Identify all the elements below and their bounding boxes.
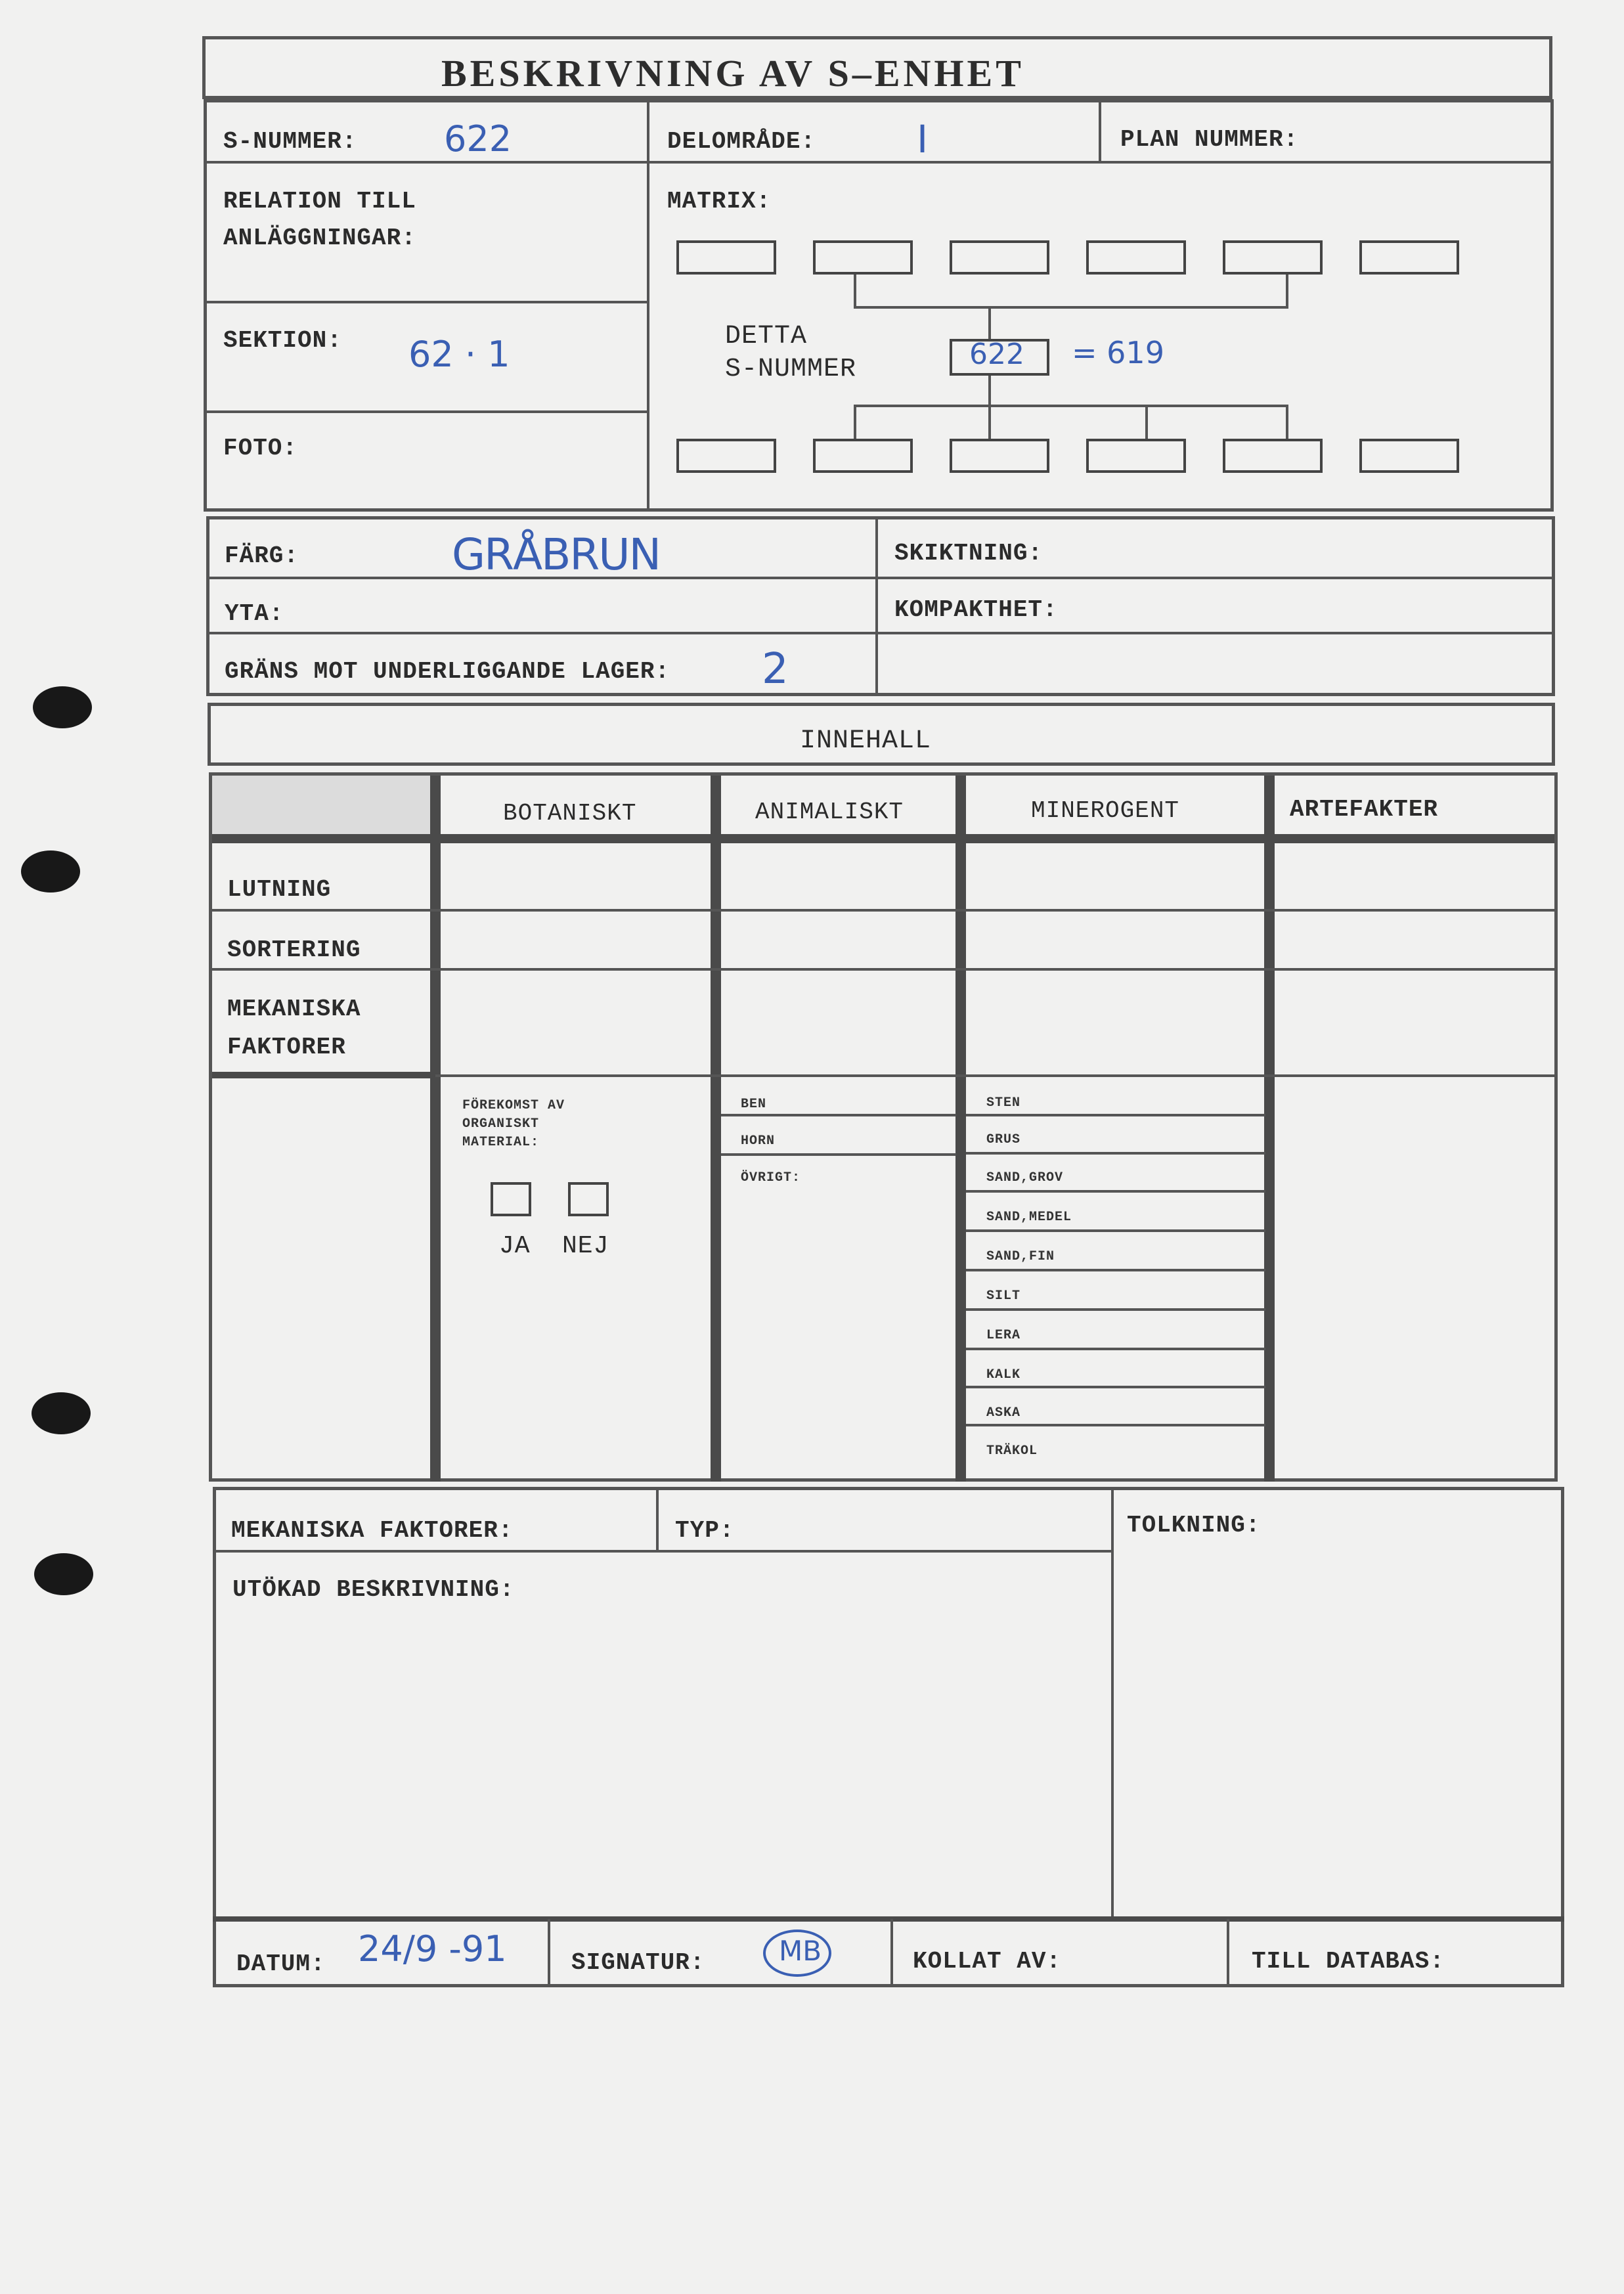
matrix-box[interactable] [1359,240,1459,275]
mekaniska-faktorer-label: MEKANISKA FAKTORER: [231,1517,514,1544]
skiktning-label: SKIKTNING: [894,540,1043,567]
col-minerogent: MINEROGENT [1031,797,1180,824]
typ-label: TYP: [675,1517,735,1544]
mineral-item: SAND,MEDEL [986,1210,1072,1225]
mineral-item: STEN [986,1095,1021,1111]
row-mekaniska: MEKANISKA [227,996,361,1023]
matrix-center-value[interactable]: 622 [969,338,1024,371]
matrix-box[interactable] [813,439,913,473]
datum-label: DATUM: [236,1951,326,1977]
forekomst-line1: FÖREKOMST AV [462,1098,565,1113]
kollat-label: KOLLAT AV: [913,1948,1062,1975]
mineral-item: TRÄKOL [986,1444,1038,1459]
relation-label-line2: ANLÄGGNINGAR: [223,225,416,252]
plan-nummer-label: PLAN NUMMER: [1120,126,1299,153]
signatur-label: SIGNATUR: [571,1949,705,1976]
matrix-box[interactable] [950,439,1049,473]
row-faktorer: FAKTORER [227,1034,346,1061]
databas-label: TILL DATABAS: [1252,1948,1445,1975]
detta-line2: S-NUMMER [725,355,857,384]
animal-item-ovrigt: ÖVRIGT: [741,1170,801,1185]
col-botaniskt: BOTANISKT [503,800,637,827]
mineral-item: LERA [986,1328,1021,1343]
farg-value[interactable]: GRÅBRUN [452,529,660,580]
utokad-label: UTÖKAD BESKRIVNING: [232,1576,515,1603]
kompakthet-label: KOMPAKTHET: [894,596,1058,623]
punch-hole [34,1553,93,1595]
matrix-box[interactable] [676,439,776,473]
grans-value[interactable]: 2 [762,645,789,694]
col-animaliskt: ANIMALISKT [755,799,904,826]
sektion-value[interactable]: 62 · 1 [408,334,510,375]
nej-label: NEJ [562,1232,609,1260]
punch-hole [33,686,92,728]
forekomst-line2: ORGANISKT [462,1116,540,1132]
datum-value[interactable]: 24/9 -91 [358,1928,507,1970]
form-title: BESKRIVNING AV S–ENHET [441,52,1024,95]
punch-hole [21,850,80,893]
nej-checkbox[interactable] [568,1182,609,1216]
matrix-box[interactable] [950,240,1049,275]
s-nummer-value[interactable]: 622 [444,118,512,160]
matrix-box[interactable] [1223,240,1323,275]
col-artefakter: ARTEFAKTER [1290,796,1439,823]
punch-hole [32,1392,91,1434]
delomrade-value[interactable]: I [917,117,929,162]
mineral-item: KALK [986,1367,1021,1382]
delomrade-label: DELOMRÅDE: [667,128,816,155]
ja-checkbox[interactable] [491,1182,531,1216]
content-title: INNEHALL [800,726,932,756]
yta-label: YTA: [225,600,284,627]
grans-label: GRÄNS MOT UNDERLIGGANDE LAGER: [225,658,670,685]
content-grid [209,772,1558,1482]
animal-item-horn: HORN [741,1134,776,1149]
mineral-item: SAND,FIN [986,1249,1055,1264]
row-sortering: SORTERING [227,937,361,963]
foto-label: FOTO: [223,435,298,462]
bottom-box [213,1487,1564,1987]
matrix-box[interactable] [676,240,776,275]
sektion-label: SEKTION: [223,327,342,354]
mineral-item: SAND,GROV [986,1170,1064,1185]
tolkning-label: TOLKNING: [1127,1512,1261,1539]
forekomst-line3: MATERIAL: [462,1135,540,1150]
detta-line1: DETTA [725,322,808,351]
mineral-item: ASKA [986,1405,1021,1421]
relation-label-line1: RELATION TILL [223,188,416,215]
matrix-box[interactable] [1359,439,1459,473]
matrix-box[interactable] [813,240,913,275]
s-nummer-label: S-NUMMER: [223,128,357,155]
signatur-value[interactable]: MB [779,1935,822,1967]
matrix-side-note[interactable]: = 619 [1072,335,1164,370]
farg-label: FÄRG: [225,542,299,569]
ja-label: JA [499,1232,531,1260]
animal-item-ben: BEN [741,1097,767,1112]
row-lutning: LUTNING [227,876,332,903]
matrix-box[interactable] [1086,439,1186,473]
mineral-item: SILT [986,1289,1021,1304]
mineral-item: GRUS [986,1132,1021,1147]
matrix-label: MATRIX: [667,188,772,215]
matrix-box[interactable] [1086,240,1186,275]
matrix-box[interactable] [1223,439,1323,473]
